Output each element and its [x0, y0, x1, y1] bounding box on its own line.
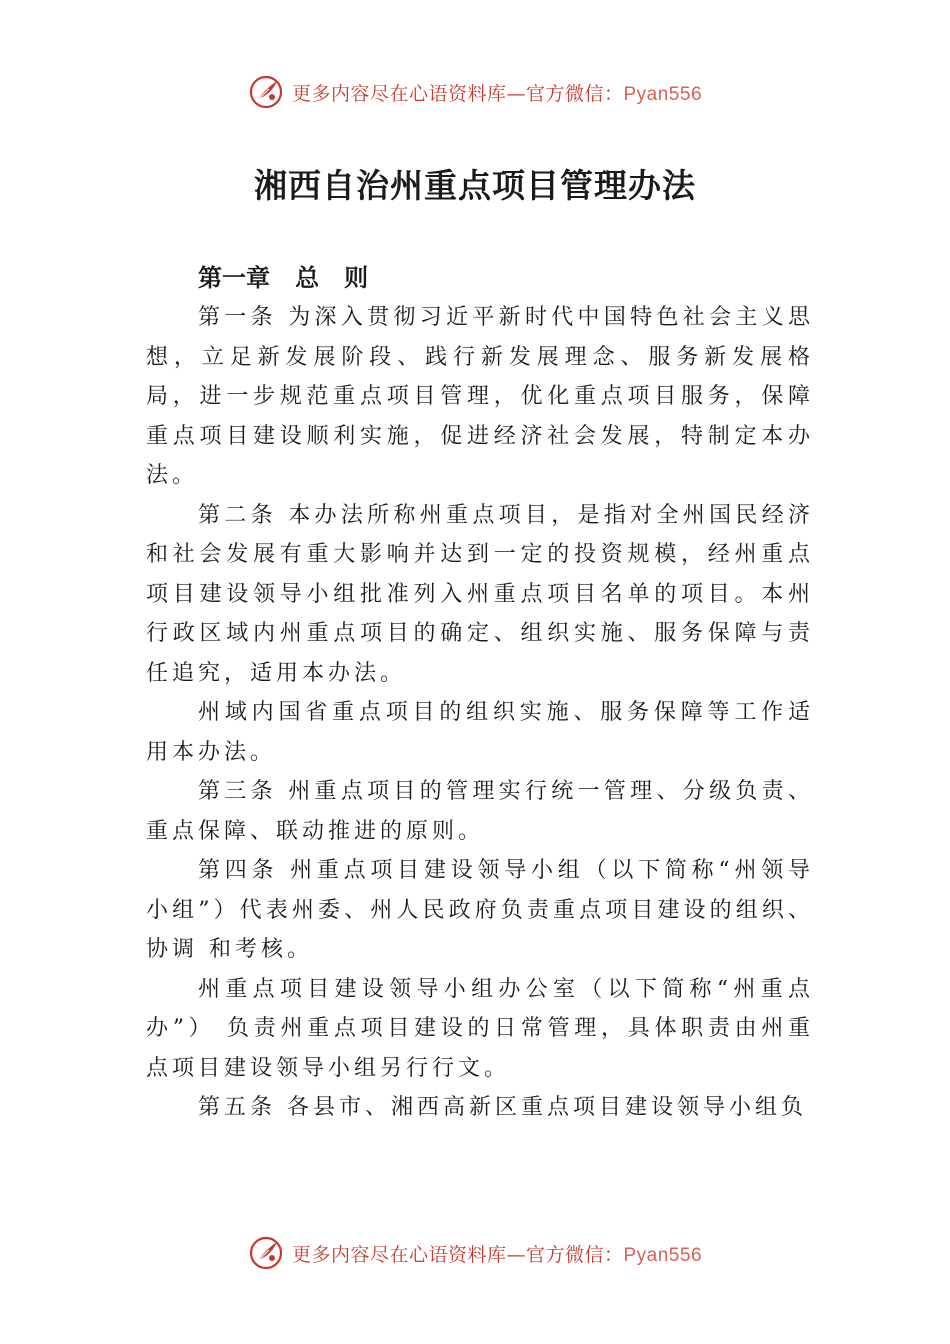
watermark-wechat-id: Pyan556	[623, 83, 703, 105]
chapter-heading: 第一章 总 则	[198, 264, 369, 292]
feather-seal-icon	[248, 74, 284, 110]
watermark-main-text: 更多内容尽在心语资料库—官方微信：	[291, 1243, 624, 1266]
article-4-paragraph: 第四条 州重点项目建设领导小组（以下简称“州领导小组”）代表州委、州人民政府负责重点项目建设的组织、协调 和考核。	[146, 858, 814, 962]
watermark-wechat-id: Pyan556	[623, 1244, 703, 1266]
article-2-supplement-paragraph: 州域内国省重点项目的组织实施、服务保障等工作适用本办法。	[146, 700, 814, 765]
article-5-paragraph: 第五条 各县市、湘西高新区重点项目建设领导小组负	[198, 1095, 807, 1120]
article-4-supplement-paragraph: 州重点项目建设领导小组办公室（以下简称“州重点办”） 负责州重点项目建设的日常管理，具体职责由州重点项目建设领导小组另行行文。	[146, 976, 814, 1081]
article-3-paragraph: 第三条 州重点项目的管理实行统一管理、分级负责、重点保障、联动推进的原则。	[146, 779, 814, 844]
watermark-text	[292, 1240, 702, 1267]
article-1-paragraph: 第一条 为深入贯彻习近平新时代中国特色社会主义思想，立足新发展阶段、践行新发展理念、服务新发展格局，进一步规范重点项目管理，优化重点项目服务，保障重点项目建设顺利实施，促进经济社会发展，特制定本办法。	[146, 305, 814, 488]
watermark-main-text: 更多内容尽在心语资料库—官方微信：	[291, 82, 624, 105]
document-body	[146, 258, 814, 1128]
watermark-header	[0, 70, 950, 114]
watermark-text	[292, 79, 702, 106]
feather-seal-icon	[248, 1235, 284, 1271]
document-title: 湘西自治州重点项目管理办法	[254, 166, 696, 205]
watermark-footer	[0, 1231, 950, 1275]
article-2-paragraph: 第二条 本办法所称州重点项目，是指对全州国民经济和社会发展有重大影响并达到一定的投资规模，经州重点项目建设领导小组批准列入州重点项目名单的项目。本州行政区域内州重点项目的确定、组织实施、服务保障与责任追究，适用本办法。	[146, 502, 814, 686]
